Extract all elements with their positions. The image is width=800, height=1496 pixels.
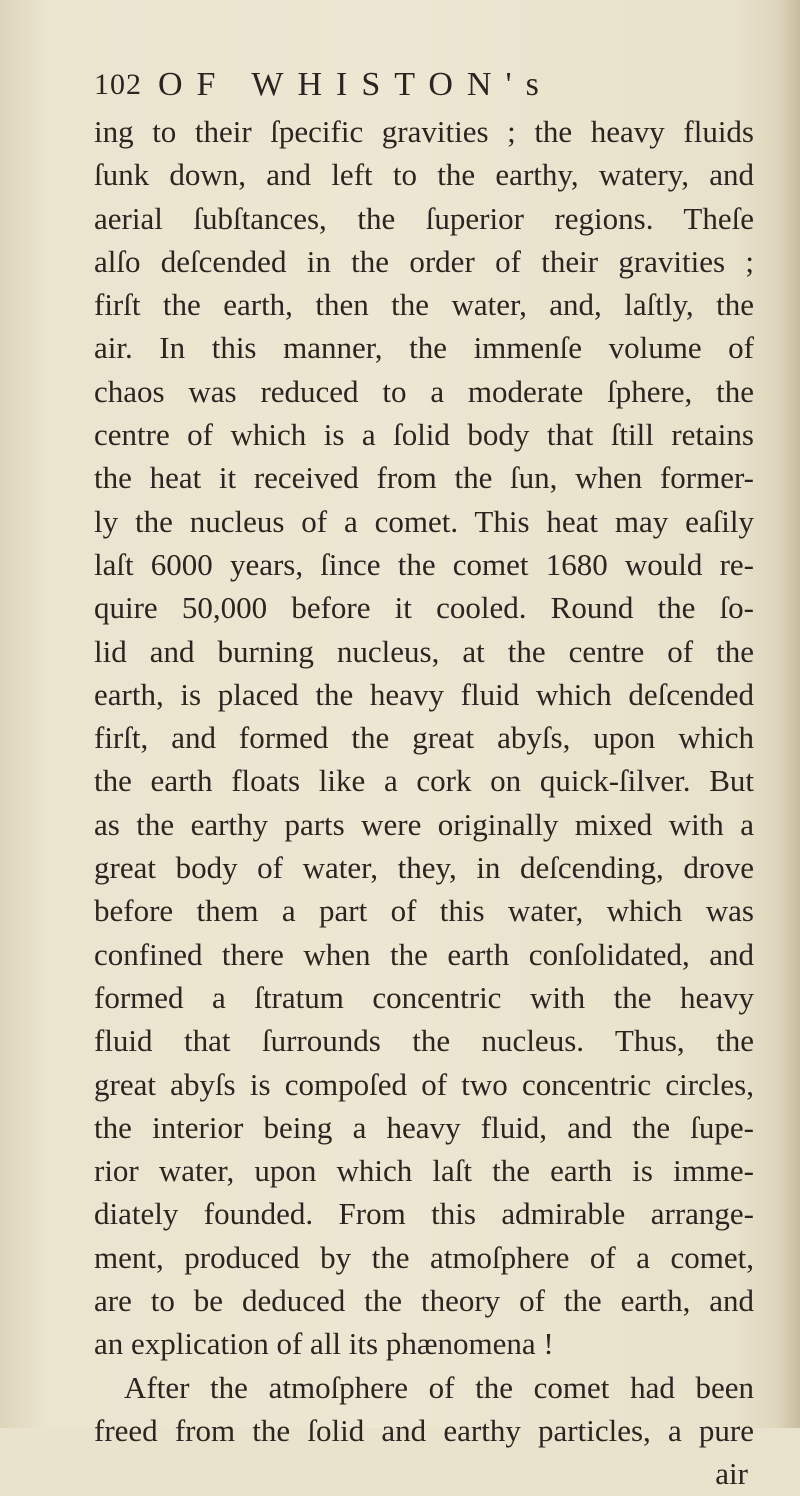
text-line: great abyſs is compoſed of two concentric circles,	[94, 1066, 754, 1102]
text-line: lid and burning nucleus, at the centre of the	[94, 633, 754, 669]
text-line: great body of water, they, in deſcending, drove	[94, 850, 754, 886]
text-line: are to be deduced the theory of the earth, and	[94, 1283, 754, 1319]
text-line: before them a part of this water, which was	[94, 893, 754, 929]
text-line: fluid that ſurrounds the nucleus. Thus, the	[94, 1023, 754, 1059]
text-line: ly the nucleus of a comet. This heat may eaſily	[94, 503, 754, 539]
text-line: formed a ſtratum concentric with the heavy	[94, 979, 754, 1015]
text-line: ment, produced by the atmoſphere of a comet,	[94, 1239, 754, 1275]
text-line: freed from the ſolid and earthy particles, a pure	[94, 1412, 754, 1448]
text-line: confined there when the earth conſolidated, and	[94, 936, 754, 972]
text-line: ing to their ſpecific gravities ; the heavy fluids	[94, 114, 754, 149]
text-line-paragraph-end: an explication of all its phænomena !	[94, 1326, 554, 1362]
page-edge-shadow	[778, 0, 800, 1428]
text-line: diately founded. From this admirable arrange-	[94, 1196, 754, 1232]
text-line: firſt, and formed the great abyſs, upon which	[94, 720, 754, 756]
text-line: as the earthy parts were originally mixed with a	[94, 806, 754, 842]
text-line: the earth floats like a cork on quick-ſilver. But	[94, 763, 754, 799]
body-text	[94, 110, 754, 1496]
text-line: quire 50,000 before it cooled. Round the ſo-	[94, 590, 754, 626]
text-line: chaos was reduced to a moderate ſphere, the	[94, 373, 754, 409]
text-line: alſo deſcended in the order of their gravities ;	[94, 243, 754, 279]
text-line: firſt the earth, then the water, and, laſtly, the	[94, 287, 754, 323]
text-line: the interior being a heavy fluid, and the ſupe-	[94, 1109, 754, 1145]
text-line: centre of which is a ſolid body that ſtill retains	[94, 417, 754, 453]
text-line-paragraph-start: After the atmoſphere of the comet had been	[124, 1369, 754, 1405]
catchword: air	[715, 1456, 748, 1492]
text-line: laſt 6000 years, ſince the comet 1680 would re-	[94, 546, 754, 582]
text-line: earth, is placed the heavy fluid which deſcended	[94, 676, 754, 712]
text-line: ſunk down, and left to the earthy, watery, and	[94, 157, 754, 193]
running-title: OF WHISTON's	[158, 66, 553, 103]
text-line: air. In this manner, the immenſe volume of	[94, 330, 754, 366]
text-line: rior water, upon which laſt the earth is imme-	[94, 1153, 754, 1189]
text-line: aerial ſubſtances, the ſuperior regions. Theſe	[94, 200, 754, 236]
page-number: 102	[94, 68, 142, 101]
text-line: the heat it received from the ſun, when former-	[94, 460, 754, 496]
running-head	[94, 68, 734, 108]
